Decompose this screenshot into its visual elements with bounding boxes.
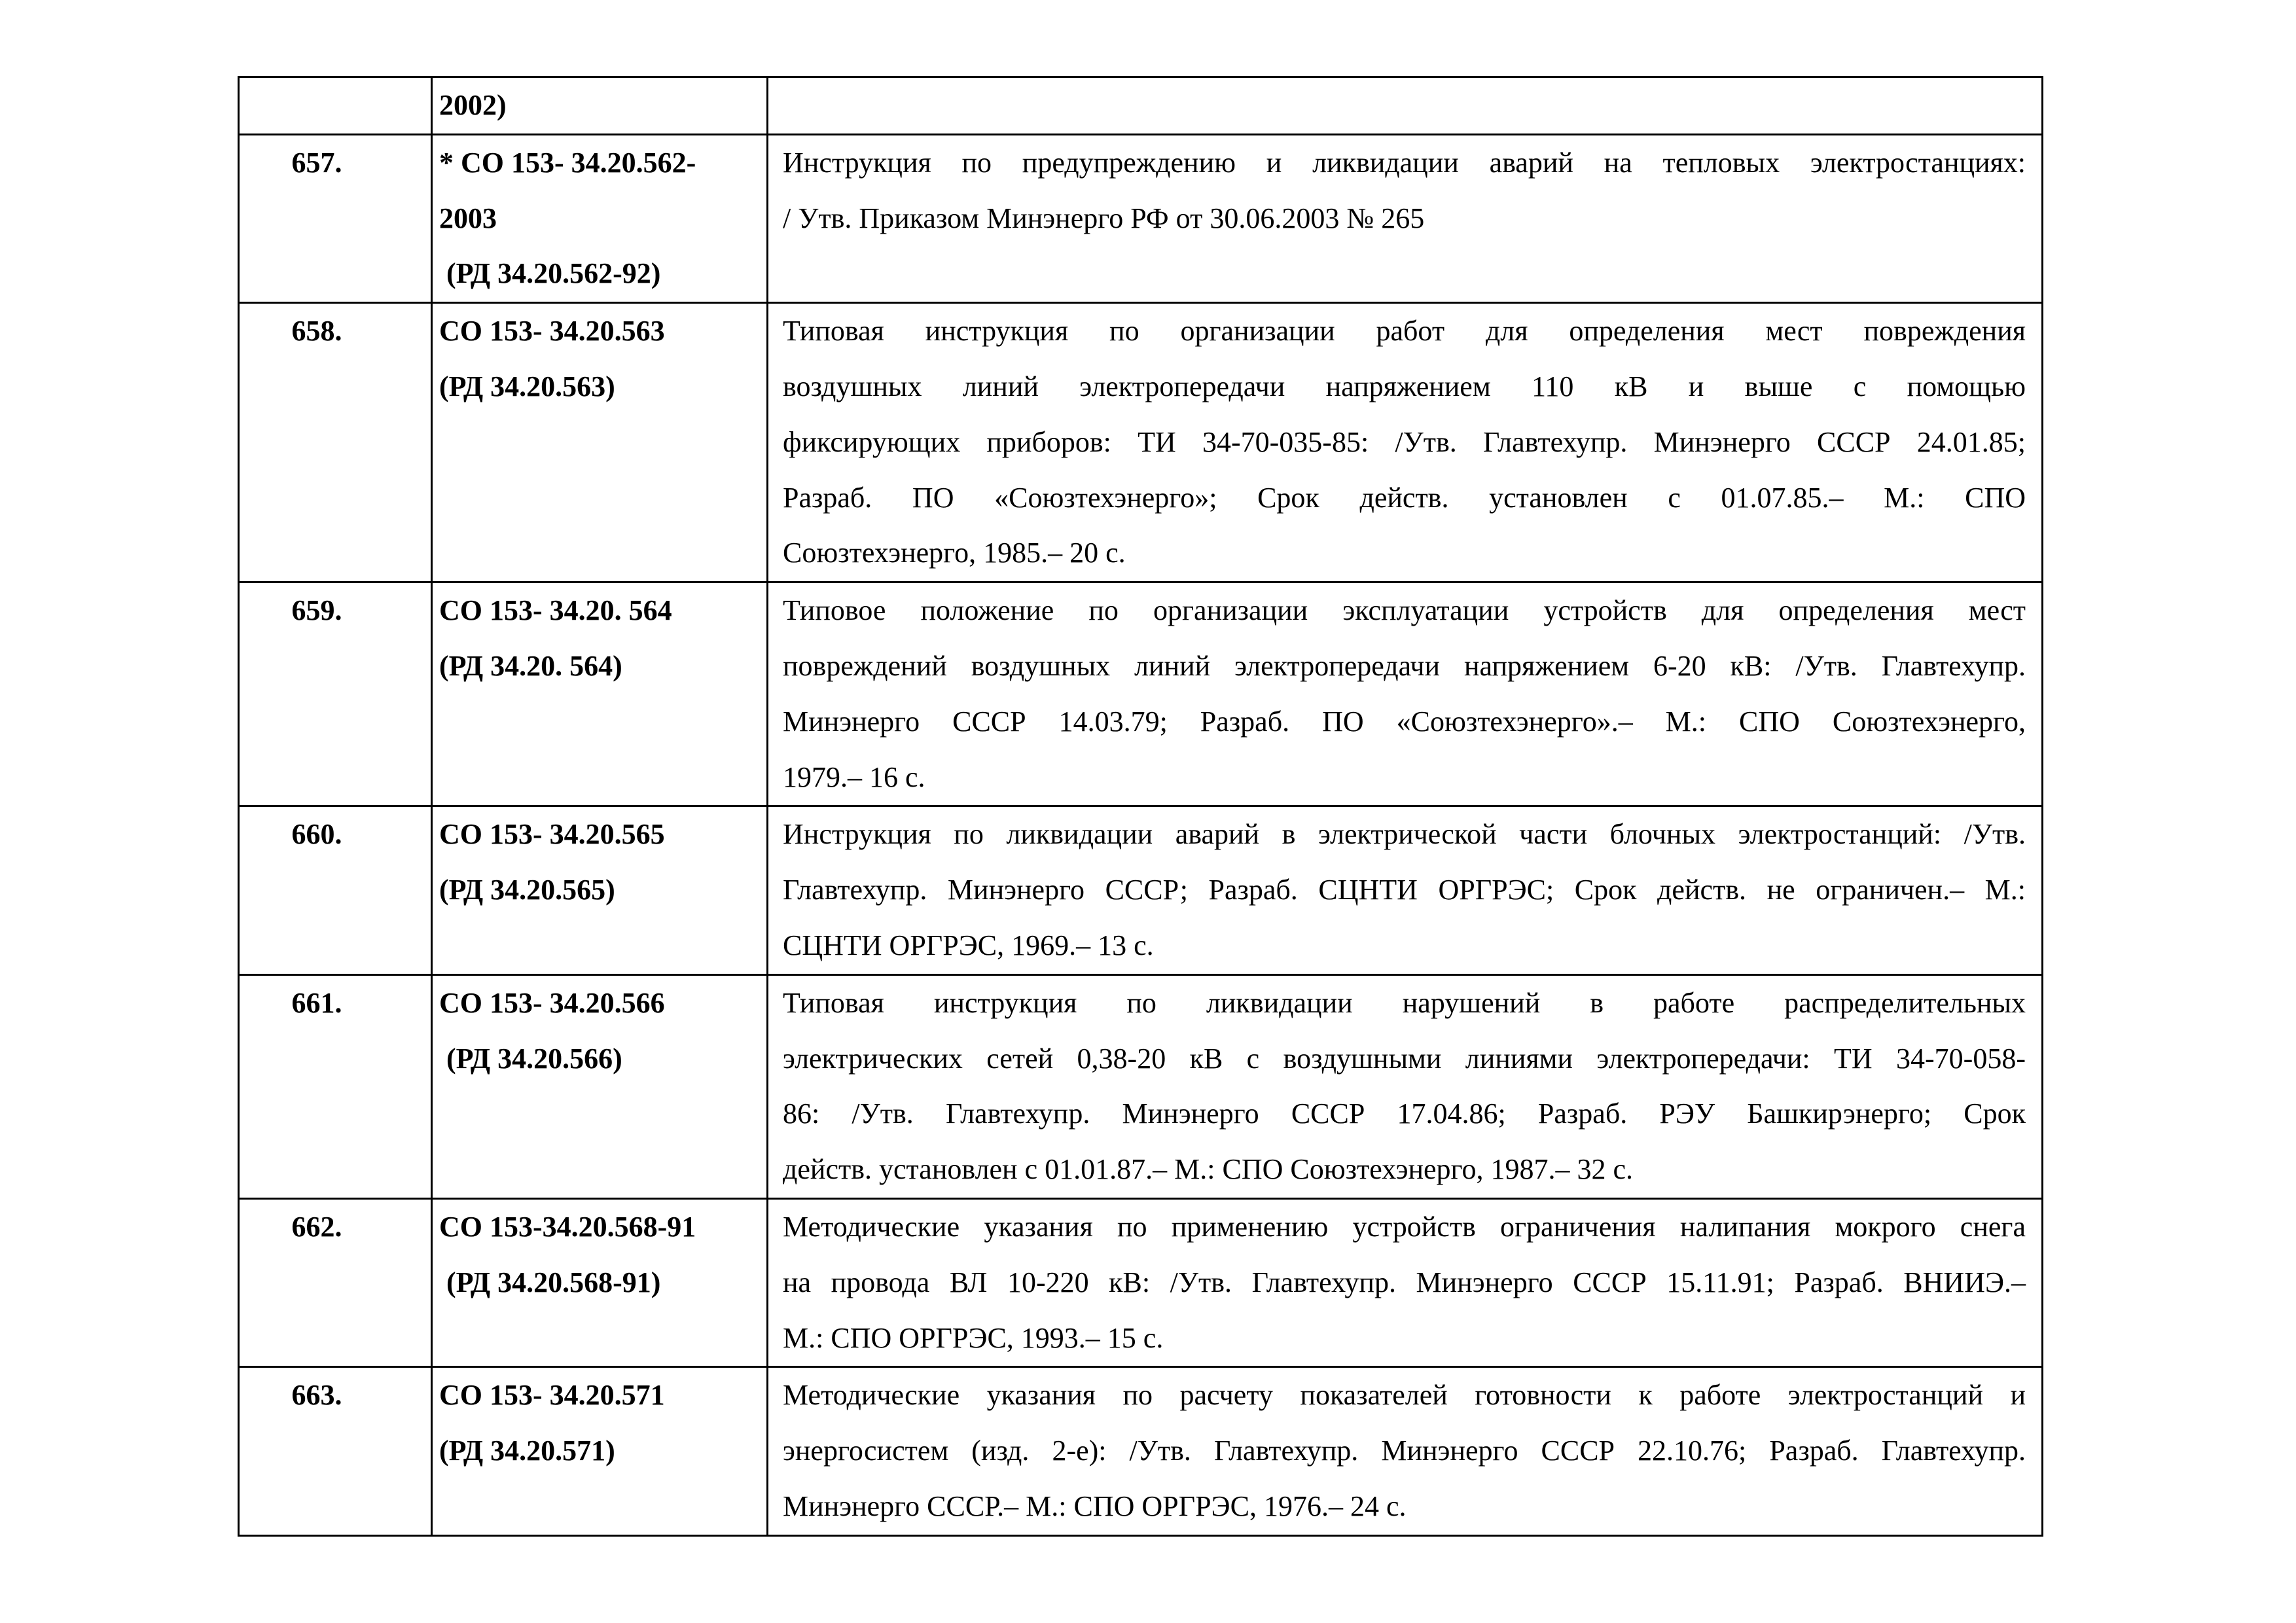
document-description-line: М.: СПО ОРГРЭС, 1993.– 15 с. <box>783 1321 1164 1354</box>
document-table <box>238 76 2043 1537</box>
document-description-line: Союзтехэнерго, 1985.– 20 с. <box>783 537 1126 569</box>
document-code <box>432 974 768 1198</box>
table-body <box>239 77 2043 1536</box>
document-description <box>768 974 2043 1198</box>
row-number: 662. <box>239 1198 432 1366</box>
document-code-line: СО 153- 34.20. 564 <box>439 594 672 627</box>
document-code-line: (РД 34.20. 564) <box>439 649 622 682</box>
table-row <box>239 303 2043 582</box>
table-row <box>239 77 2043 135</box>
table-row <box>239 1367 2043 1535</box>
document-description-line <box>783 78 2026 134</box>
document-description-line: фиксирующих приборов: ТИ 34-70-035-85: /Утв. Главтехупр. Минэнерго СССР 24.01.85; <box>783 425 2026 458</box>
document-description-line: Методические указания по применению устройств ограничения налипания мокрого снега <box>783 1210 2026 1243</box>
table-row <box>239 134 2043 302</box>
table-row <box>239 582 2043 806</box>
document-description-line: Типовая инструкция по ликвидации нарушений в работе распределительных <box>783 986 2026 1019</box>
row-number: 659. <box>239 582 432 806</box>
document-code <box>432 303 768 582</box>
document-code-line: (РД 34.20.566) <box>439 1042 622 1075</box>
document-description <box>768 77 2043 135</box>
document-code-line: (РД 34.20.565) <box>439 874 615 906</box>
document-code <box>432 806 768 974</box>
table-row <box>239 974 2043 1198</box>
document-description-line: Инструкция по ликвидации аварий в электрической части блочных электростанций: /Утв. <box>783 818 2026 851</box>
document-code <box>432 1367 768 1535</box>
document-description-line: 1979.– 16 с. <box>783 760 925 793</box>
document-description <box>768 134 2043 302</box>
document-description-line: повреждений воздушных линий электропередачи напряжением 6-20 кВ: /Утв. Главтехупр. <box>783 649 2026 682</box>
document-description-line: 86: /Утв. Главтехупр. Минэнерго СССР 17.04.86; Разраб. РЭУ Башкирэнерго; Срок <box>783 1097 2026 1130</box>
document-description-line: Инструкция по предупреждению и ликвидации аварий на тепловых электростанциях: <box>783 146 2026 179</box>
document-description-line: Минэнерго СССР 14.03.79; Разраб. ПО «Союзтехэнерго».– М.: СПО Союзтехэнерго, <box>783 705 2026 738</box>
document-code-line: 2002) <box>439 89 507 121</box>
document-code-line: СО 153- 34.20.565 <box>439 818 665 851</box>
document-code-line: СО 153- 34.20.571 <box>439 1379 665 1412</box>
document-code-line: 2003 <box>439 202 497 234</box>
document-description-line: СЦНТИ ОРГРЭС, 1969.– 13 с. <box>783 929 1154 961</box>
document-description <box>768 1367 2043 1535</box>
document-code-line: СО 153- 34.20.566 <box>439 986 665 1019</box>
document-code <box>432 582 768 806</box>
document-code-line: * СО 153- 34.20.562- <box>439 146 696 179</box>
document-description <box>768 806 2043 974</box>
document-code-line: (РД 34.20.571) <box>439 1435 615 1467</box>
document-description-line: Типовая инструкция по организации работ для определения мест повреждения <box>783 315 2026 348</box>
document-description-line: действ. установлен с 01.01.87.– М.: СПО Союзтехэнерго, 1987.– 32 с. <box>783 1153 1634 1186</box>
document-code-line: (РД 34.20.563) <box>439 370 615 402</box>
document-code-line: СО 153- 34.20.563 <box>439 315 665 348</box>
document-description-line: на провода ВЛ 10-220 кВ: /Утв. Главтехупр. Минэнерго СССР 15.11.91; Разраб. ВНИИЭ.– <box>783 1266 2026 1298</box>
table-row <box>239 1198 2043 1366</box>
document-code <box>432 134 768 302</box>
row-number <box>239 77 432 135</box>
document-code-line: (РД 34.20.568-91) <box>439 1266 661 1298</box>
table-row <box>239 806 2043 974</box>
document-description-line: Минэнерго СССР.– М.: СПО ОРГРЭС, 1976.– 24 с. <box>783 1489 1407 1522</box>
document-code-line: СО 153-34.20.568-91 <box>439 1210 696 1243</box>
document-code <box>432 1198 768 1366</box>
document-description-line: Главтехупр. Минэнерго СССР; Разраб. СЦНТИ ОРГРЭС; Срок действ. не ограничен.– М.: <box>783 874 2026 906</box>
document-description <box>768 582 2043 806</box>
row-number: 660. <box>239 806 432 974</box>
document-code-line: (РД 34.20.562-92) <box>439 257 661 290</box>
row-number: 657. <box>239 134 432 302</box>
document-description-line: Типовое положение по организации эксплуатации устройств для определения мест <box>783 594 2026 627</box>
document-description-line: Методические указания по расчету показателей готовности к работе электростанций и <box>783 1379 2026 1412</box>
row-number: 658. <box>239 303 432 582</box>
row-number: 663. <box>239 1367 432 1535</box>
document-description <box>768 1198 2043 1366</box>
document-description-line: Разраб. ПО «Союзтехэнерго»; Срок действ. установлен с 01.07.85.– М.: СПО <box>783 481 2026 514</box>
document-description-line: / Утв. Приказом Минэнерго РФ от 30.06.2003 № 265 <box>783 202 1425 234</box>
row-number: 661. <box>239 974 432 1198</box>
document-description-line: энергосистем (изд. 2-е): /Утв. Главтехупр. Минэнерго СССР 22.10.76; Разраб. Главтехупр. <box>783 1435 2026 1467</box>
document-description <box>768 303 2043 582</box>
document-code <box>432 77 768 135</box>
document-description-line: воздушных линий электропередачи напряжением 110 кВ и выше с помощью <box>783 370 2026 402</box>
document-description-line: электрических сетей 0,38-20 кВ с воздушными линиями электропередачи: ТИ 34-70-058- <box>783 1042 2026 1075</box>
